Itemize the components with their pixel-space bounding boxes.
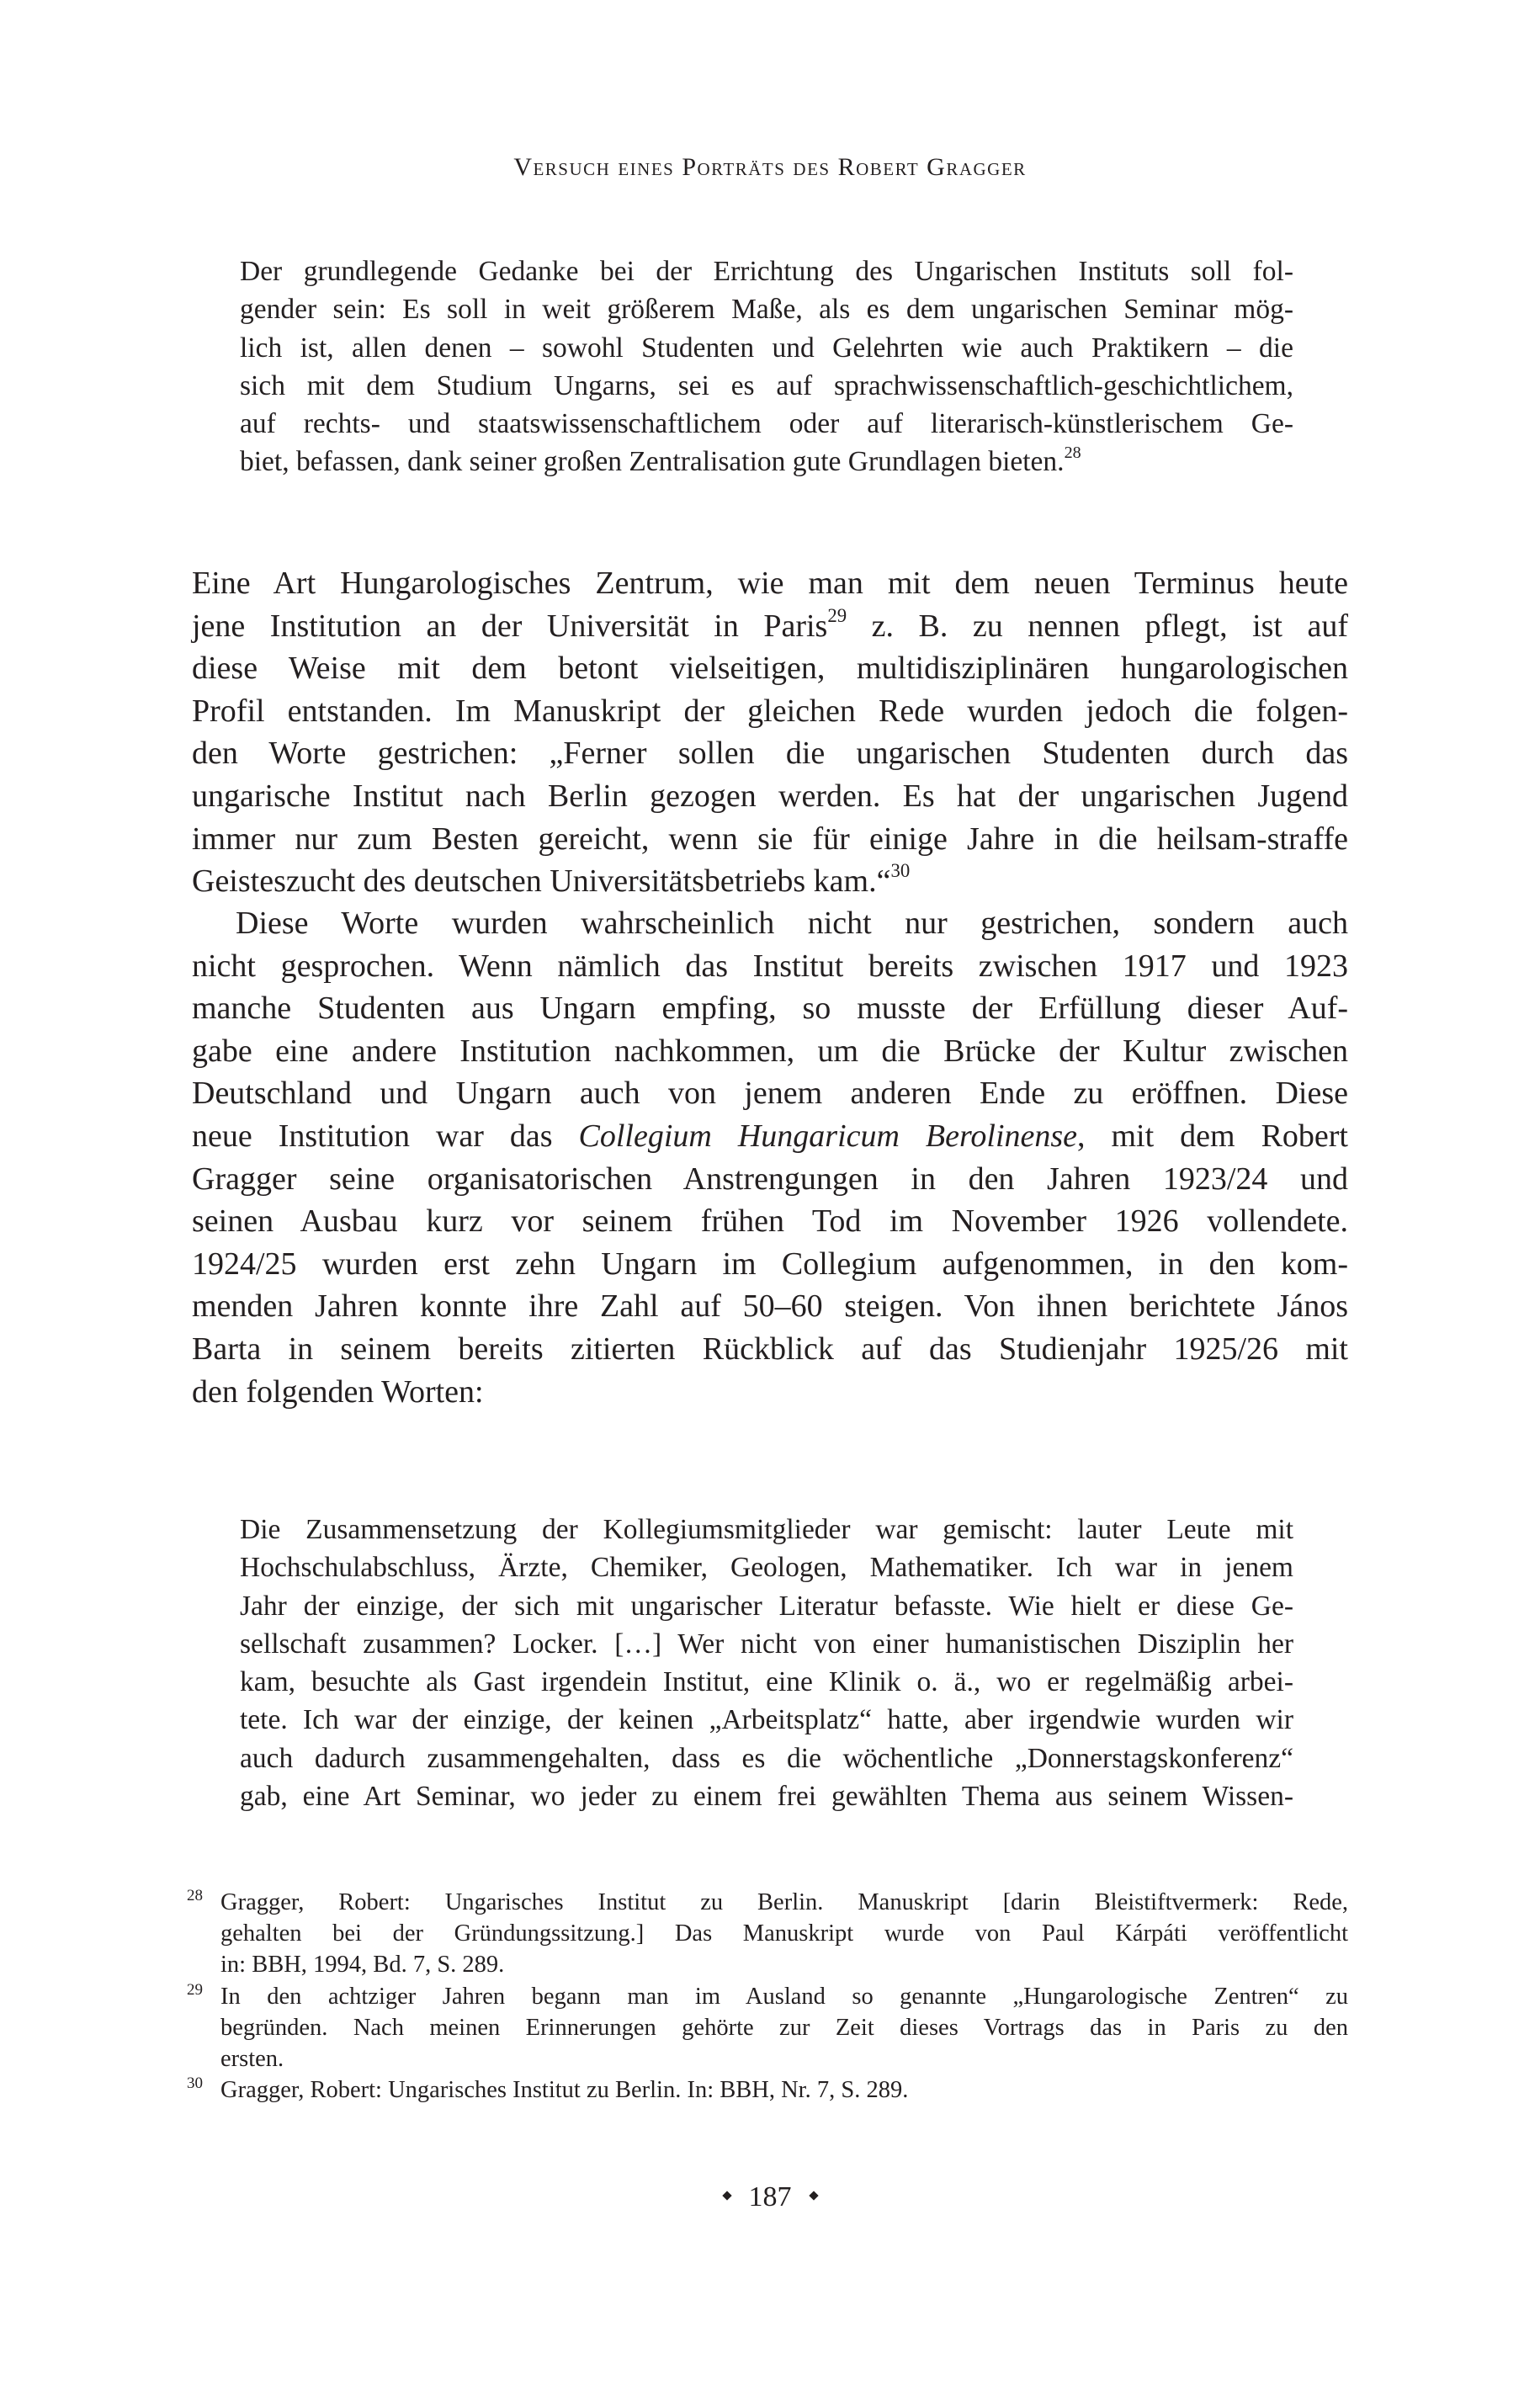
text-line: Eine Art Hungarologisches Zentrum, wie man mit dem neuen Terminus heute <box>192 566 1348 601</box>
text-line: den folgenden Worten: <box>192 1373 484 1410</box>
text-line: nicht gesprochen. Wenn nämlich das Institut bereits zwischen 1917 und 1923 <box>192 948 1348 984</box>
footnote-line: Gragger, Robert: Ungarisches Institut zu Berlin. In: BBH, Nr. 7, S. 289. <box>220 2077 909 2104</box>
text-line-part: jene Institution an der Universität in Paris <box>192 608 828 644</box>
text-line <box>192 605 1348 648</box>
text-line: Deutschland und Ungarn auch von jenem anderen Ende zu eröffnen. Diese <box>192 1076 1348 1112</box>
quote-line-text: biet, befassen, dank seiner großen Zentralisation gute Grundlagen bieten. <box>240 446 1065 478</box>
page-number-value: 187 <box>748 2181 792 2212</box>
text-line: menden Jahren konnte ihre Zahl auf 50–60 steigen. Von ihnen berichtete János <box>192 1288 1348 1325</box>
block-quote-barta <box>240 1511 1293 1815</box>
footnote-line: Gragger, Robert: Ungarisches Institut zu Berlin. Manuskript [darin Bleistiftvermerk: Rede, <box>220 1889 1348 1915</box>
text-line <box>192 860 1348 903</box>
quote-line: Jahr der einzige, der sich mit ungarischer Literatur befasste. Wie hielt er diese Ge- <box>240 1590 1293 1622</box>
quote-line <box>240 443 1293 481</box>
text-line: manche Studenten aus Ungarn empfing, so musste der Erfüllung dieser Auf- <box>192 991 1348 1027</box>
text-line: Profil entstanden. Im Manuskript der gleichen Rede wurden jedoch die folgen- <box>192 693 1348 729</box>
text-line <box>192 1115 1348 1158</box>
quote-line: auch dadurch zusammengehalten, dass es die wöchentliche „Donnerstagskonferenz“ <box>240 1742 1293 1774</box>
italic-institution-name: Collegium Hungaricum Berolinense <box>578 1118 1078 1154</box>
text-line-part: z. B. zu nennen pflegt, ist auf <box>847 608 1349 644</box>
text-line: Diese Worte wurden wahrscheinlich nicht nur gestrichen, sondern auch <box>236 906 1348 941</box>
quote-line: gender sein: Es soll in weit größerem Maße, als es dem ungarischen Seminar mög- <box>240 294 1293 326</box>
quote-line: auf rechts- und staatswissenschaftlichem oder auf literarisch-künstlerischem Ge- <box>240 408 1293 440</box>
text-line: Barta in seinem bereits zitierten Rückblick auf das Studienjahr 1925/26 mit <box>192 1331 1348 1367</box>
text-line: Gragger seine organisatorischen Anstrengungen in den Jahren 1923/24 und <box>192 1161 1348 1197</box>
text-line-part: Geisteszucht des deutschen Universitätsbetriebs kam.“ <box>192 863 891 900</box>
paragraph-hungarologisches-zentrum <box>192 562 1348 903</box>
footnote-30 <box>187 2074 1348 2106</box>
footnote-line: In den achtziger Jahren begann man im Ausland so genannte „Hungarologische Zentren“ zu <box>220 1983 1348 2010</box>
footnote-line: ersten. <box>220 2045 284 2072</box>
diamond-ornament-icon <box>722 2191 731 2201</box>
footnote-line: in: BBH, 1994, Bd. 7, S. 289. <box>220 1952 505 1979</box>
quote-line: Die Zusammensetzung der Kollegiumsmitglieder war gemischt: lauter Leute mit <box>240 1514 1293 1545</box>
footnote-28 <box>187 1887 1348 1981</box>
text-line-part: , mit dem Robert <box>1077 1118 1348 1154</box>
text-line-part: neue Institution war das <box>192 1118 579 1154</box>
footnote-number: 30 <box>187 2074 203 2093</box>
quote-line: lich ist, allen denen – sowohl Studenten und Gelehrten wie auch Praktikern – die <box>240 332 1293 364</box>
paragraph-collegium-hungaricum <box>192 902 1348 1413</box>
text-line: den Worte gestrichen: „Ferner sollen die ungarischen Studenten durch das <box>192 736 1348 772</box>
quote-line: kam, besuchte als Gast irgendein Institut, eine Klinik o. ä., wo er regelmäßig arbei- <box>240 1666 1293 1698</box>
footnote-number: 28 <box>187 1887 203 1904</box>
text-line: 1924/25 wurden erst zehn Ungarn im Collegium aufgenommen, in den kom- <box>192 1246 1348 1282</box>
text-line: diese Weise mit dem betont vielseitigen, multidisziplinären hungarologischen <box>192 651 1348 687</box>
text-line: gabe eine andere Institution nachkommen, um die Brücke der Kultur zwischen <box>192 1033 1348 1069</box>
quote-line: gab, eine Art Seminar, wo jeder zu einem frei gewählten Thema aus seinem Wissen- <box>240 1781 1293 1813</box>
text-line: immer nur zum Besten gereicht, wenn sie für einige Jahre in die heilsam-straffe <box>192 821 1348 857</box>
diamond-ornament-icon <box>809 2191 818 2201</box>
quote-line: sellschaft zusammen? Locker. […] Wer nicht von einer humanistischen Disziplin her <box>240 1628 1293 1660</box>
text-line: seinen Ausbau kurz vor seinem frühen Tod im November 1926 vollendete. <box>192 1203 1348 1240</box>
footnote-ref-28[interactable]: 28 <box>1064 444 1081 463</box>
footnote-number: 29 <box>187 1980 203 1999</box>
quote-line: Der grundlegende Gedanke bei der Errichtung des Ungarischen Instituts soll fol- <box>240 256 1293 287</box>
block-quote-gragger-speech <box>240 252 1293 481</box>
footnote-line: gehalten bei der Gründungssitzung.] Das Manuskript wurde von Paul Kárpáti veröffentlicht <box>220 1920 1348 1947</box>
footnote-line: begründen. Nach meinen Erinnerungen gehörte zur Zeit dieses Vortrags das in Paris zu den <box>220 2014 1348 2041</box>
quote-line: Hochschulabschluss, Ärzte, Chemiker, Geologen, Mathematiker. Ich war in jenem <box>240 1552 1293 1584</box>
text-line: ungarische Institut nach Berlin gezogen werden. Es hat der ungarischen Jugend <box>192 778 1348 814</box>
running-head: Versuch eines Porträts des Robert Gragger <box>513 153 1027 181</box>
quote-line: tete. Ich war der einzige, der keinen „Arbeitsplatz“ hatte, aber irgendwie wurden wir <box>240 1704 1293 1736</box>
footnote-29 <box>187 1981 1348 2075</box>
page-number <box>0 2181 1540 2213</box>
footnote-ref-30[interactable]: 30 <box>890 860 911 882</box>
footnotes <box>187 1887 1348 2106</box>
footnote-ref-29[interactable]: 29 <box>827 604 847 626</box>
quote-line: sich mit dem Studium Ungarns, sei es auf sprachwissenschaftlich-geschichtlichem, <box>240 369 1293 401</box>
